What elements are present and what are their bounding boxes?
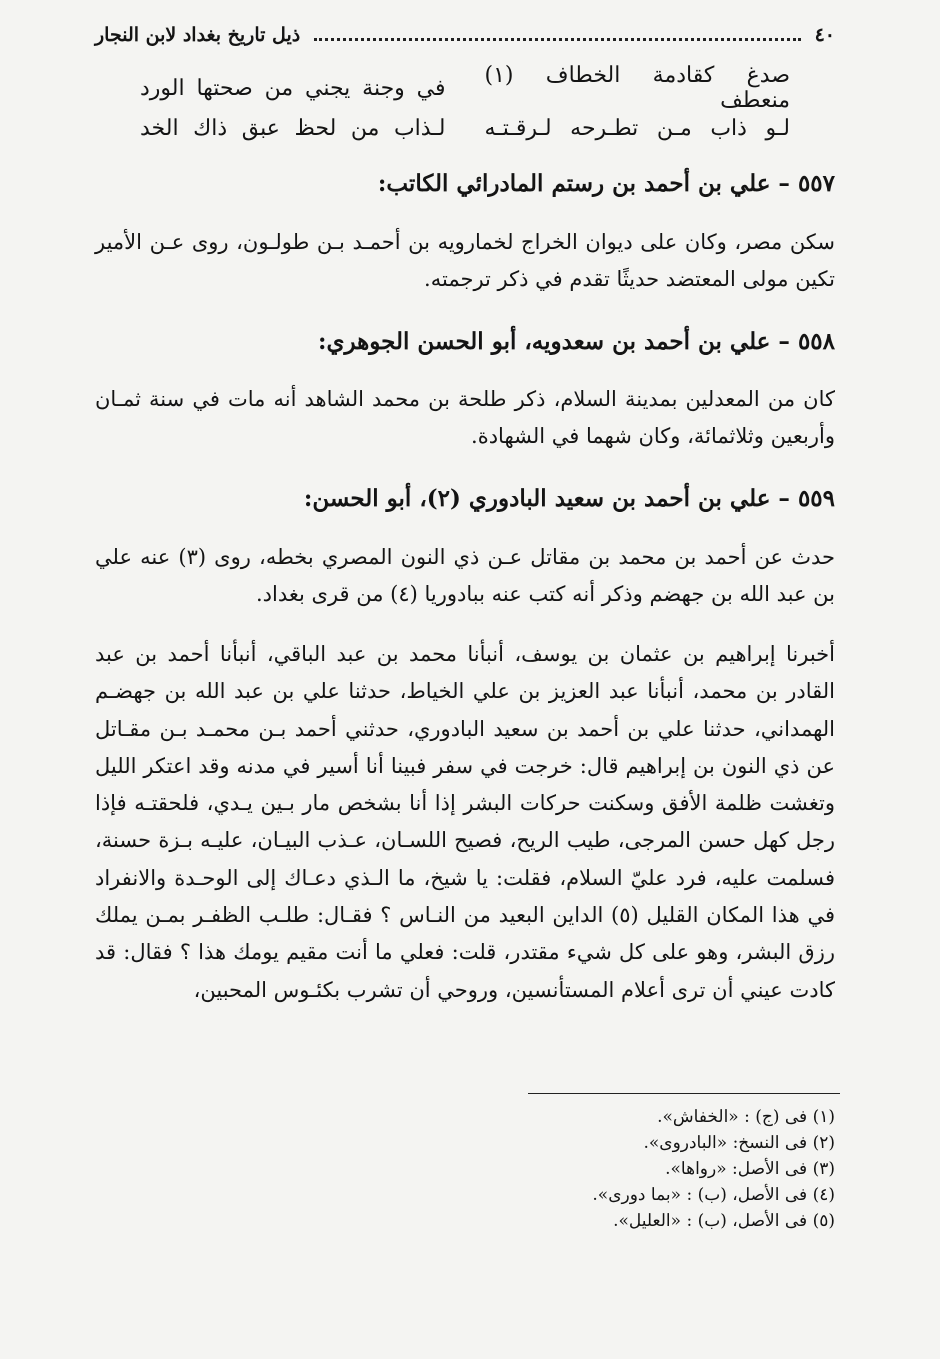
- footnote-1: (١) فى (ج) : «الخفاش».: [657, 1107, 835, 1127]
- verse-hemistich-left: في وجنة يجني من صحتها الورد: [140, 75, 446, 101]
- footnote-5: (٥) فى الأصل، (ب) : «العليل».: [613, 1211, 835, 1231]
- running-head: [95, 24, 835, 46]
- footnote-2: (٢) فى النسخ: «البادروى».: [643, 1133, 835, 1153]
- footnote-3: (٣) فى الأصل: «رواها».: [665, 1159, 835, 1179]
- entry-557-text: سكن مصر، وكان على ديوان الخراج لخمارويه بن أحمـد بـن طولـون، روى عـن الأمير تكين مولى المعتضد حديثًا تقدم في ذكر ترجمته.: [95, 230, 835, 291]
- leader-dots: [314, 28, 800, 41]
- entry-heading-557: ٥٥٧ – علي بن أحمد بن رستم المادرائي الكاتب:: [377, 170, 835, 197]
- verse-hemistich-right: صدغ كقادمة الخطاف (١) منعطف: [484, 63, 790, 113]
- poem-verses: [140, 63, 790, 148]
- verse-line: [140, 108, 790, 148]
- verse-hemistich-left: لـذاب من لحظ عبق ذاك الخد: [140, 115, 446, 141]
- entry-heading-558: ٥٥٨ – علي بن أحمد بن سعدويه، أبو الحسن الجوهري:: [317, 328, 835, 355]
- footnotes: [95, 1104, 835, 1234]
- verse-line: [140, 63, 790, 113]
- footnote-divider: [528, 1093, 840, 1094]
- verse-hemistich-right: لـو ذاب مـن تطـرحه لـرقـتـه: [484, 115, 790, 141]
- entry-heading-559: ٥٥٩ – علي بن أحمد بن سعيد البادوري (٢)، أبو الحسن:: [303, 485, 835, 512]
- footnote-4: (٤) فى الأصل، (ب) : «بما دورى».: [592, 1185, 835, 1205]
- entry-558-text: كان من المعدلين بمدينة السلام، ذكر طلحة بن محمد الشاهد أنه مات في سنة ثمـان وأربعين وثلاثمائة، وكان شهما في الشهادة.: [95, 387, 835, 448]
- entry-559-narration: أخبرنا إبراهيم بن عثمان بن يوسف، أنبأنا محمد بن عبد الباقي، أنبأنا أحمد بن عبد القادر بن محمد، أنبأنا عبد العزيز بن علي الخياط، حدثنا علي بن عبد الله بن جهضـم الهمداني، حدثنا علي بن أحمد بن سعيد البادوري، حدثني أحمد بـن محمـد بـن مقـاتل عن ذي النون بن إبراهيم قال: خرجت في سفر فبينا أنا أسير في مدنه وقد اعتكر الليل وتغشت ظلمة الأفق وسكنت حركات البشر إذا أنا بشخص مار بـين يـدي، فلحقتـه فإذا رجل كهل حسن المرجى، طيب الريح، فصيح اللسـان، عـذب البيـان، عليـه بـزة حسنة، فسلمت عليه، فرد عليّ السلام، فقلت: يا شيخ، ما الـذي دعـاك إلى الوحـدة والانفراد في هذا المكان القليل (٥) الداين البعيد من النـاس ؟ فقـال: طلـب الظفـر بمـن يملك رزق البشر، وهو على كل شيء مقتدر، قلت: فعلي ما أنت مقيم يومك هذا ؟ فقال: قد كادت عيني أن ترى أعلام المستأنسين، وروحي أن تشرب بكئـوس المحبين،: [95, 642, 835, 1002]
- entry-559-text: حدث عن أحمد بن محمد بن مقاتل عـن ذي النون المصري بخطه، روى (٣) عنه علي بن عبد الله بن جهضم وذكر أنه كتب عنه ببادوريا (٤) من قرى بغداد.: [95, 545, 835, 606]
- page-number: ٤٠: [814, 24, 835, 46]
- running-title: ذيل تاريخ بغداد لابن النجار: [95, 24, 301, 46]
